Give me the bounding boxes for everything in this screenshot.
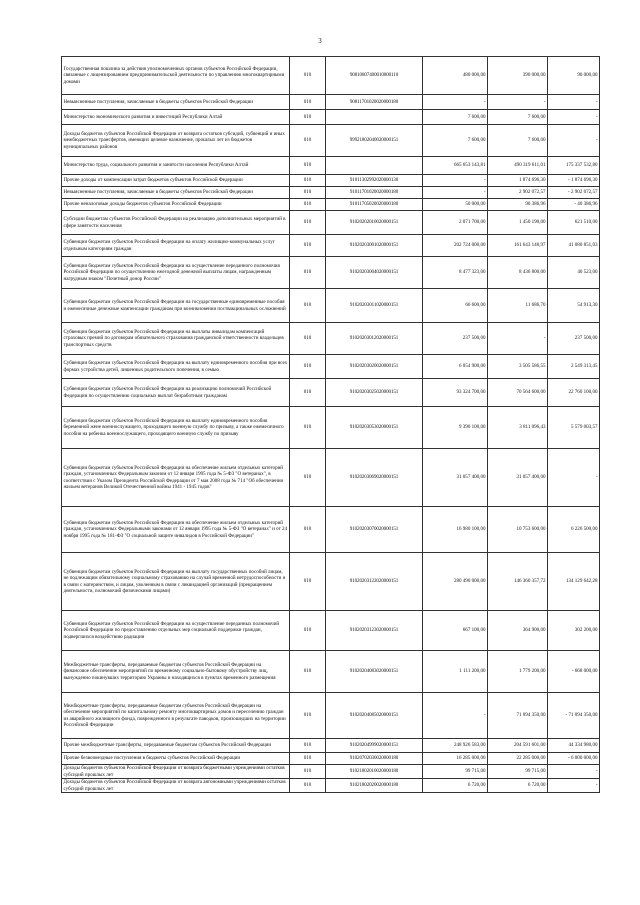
admin-code-cell: 010 <box>290 753 326 765</box>
admin-code-cell: 010 <box>290 95 326 110</box>
deviation-amount-cell: 2 549 313,45 <box>548 355 600 379</box>
revenue-name-cell: Министерство труда, социального развития и занятости населения Республики Алтай <box>62 157 290 175</box>
admin-code-cell: 010 <box>290 611 326 651</box>
table-row <box>62 651 600 693</box>
table-row <box>62 779 600 793</box>
deviation-amount-cell: - 6 000 000,00 <box>548 753 600 765</box>
actual-amount-cell: 2 902 072,57 <box>488 187 548 199</box>
actual-amount-cell: 7 600,00 <box>488 125 548 157</box>
table-row <box>62 507 600 553</box>
classification-code-cell: 91020203011020000151 <box>326 289 423 323</box>
revenue-name-cell: Субвенции бюджетам субъектов Российской Федерации на осуществление переданного полномочия Российской Федерации по осуществлению ежегодной денежной выплаты лицам, награжденным нагрудным знаком "Почетный донор России" <box>62 257 290 289</box>
classification-code-cell: 91020203053020000151 <box>326 407 423 449</box>
deviation-amount-cell: - <box>548 95 600 110</box>
actual-amount-cell: 70 564 600,00 <box>488 379 548 407</box>
revenue-name-cell: Субвенции бюджетам субъектов Российской Федерации на выплату государственных пособий лицам, не подлежащим обязательному социальному страхованию на случай временной нетрудоспособности и в связи с материнством, и лицам, уволенным в связи с ликвидацией организаций (прекращением деятельности, полномочий физическими лицами) <box>62 553 290 611</box>
planned-amount-cell: 66 600,00 <box>423 289 488 323</box>
admin-code-cell: 010 <box>290 407 326 449</box>
deviation-amount-cell: 41 080 851,03 <box>548 235 600 257</box>
table-row <box>62 693 600 739</box>
deviation-amount-cell: 90 000,00 <box>548 57 600 95</box>
actual-amount-cell: 71 094 350,00 <box>488 693 548 739</box>
revenue-name-cell: Прочие неналоговые доходы бюджетов субъектов Российской Федерации <box>62 199 290 211</box>
admin-code-cell: 010 <box>290 507 326 553</box>
actual-amount-cell: 8 436 800,00 <box>488 257 548 289</box>
deviation-amount-cell: - 668 000,00 <box>548 651 600 693</box>
planned-amount-cell: 16 285 000,00 <box>423 753 488 765</box>
admin-code-cell: 010 <box>290 187 326 199</box>
deviation-amount-cell: 5 579 003,57 <box>548 407 600 449</box>
revenue-name-cell: Прочие безвозмездные поступления в бюджеты субъектов Российской Федерации <box>62 753 290 765</box>
table-row <box>62 95 600 110</box>
table-row <box>62 611 600 651</box>
classification-code-cell: 91020203069020000151 <box>326 449 423 507</box>
table-row <box>62 57 600 95</box>
classification-code-cell: 91020702030020000180 <box>326 753 423 765</box>
admin-code-cell: 010 <box>290 765 326 779</box>
admin-code-cell: 010 <box>290 289 326 323</box>
table-row <box>62 379 600 407</box>
classification-code-cell: 90810807400010000110 <box>326 57 423 95</box>
planned-amount-cell: 237 500,00 <box>423 323 488 355</box>
planned-amount-cell: 7 600,00 <box>423 125 488 157</box>
actual-amount-cell: 1 450 190,00 <box>488 211 548 235</box>
actual-amount-cell: 22 285 000,00 <box>488 753 548 765</box>
deviation-amount-cell: 175 337 532,80 <box>548 157 600 175</box>
classification-code-cell: 99921802040020000151 <box>326 125 423 157</box>
actual-amount-cell: 3 811 096,43 <box>488 407 548 449</box>
actual-amount-cell: - <box>488 323 548 355</box>
planned-amount-cell: 50 000,00 <box>423 199 488 211</box>
revenue-name-cell: Невыясненные поступления, зачисляемые в бюджеты субъектов Российской Федерации <box>62 187 290 199</box>
classification-code-cell <box>326 110 423 125</box>
planned-amount-cell: 6 054 900,00 <box>423 355 488 379</box>
table-row <box>62 110 600 125</box>
deviation-amount-cell: 134 129 642,28 <box>548 553 600 611</box>
table-row <box>62 199 600 211</box>
revenue-name-cell: Доходы бюджетов субъектов Российской Федерации от возврата автономными учреждениями остатков субсидий прошлых лет <box>62 779 290 793</box>
planned-amount-cell: 7 600,00 <box>423 110 488 125</box>
classification-code-cell: 91011302992020000130 <box>326 175 423 187</box>
planned-amount-cell: 99 715,00 <box>423 765 488 779</box>
revenue-name-cell: Субвенции бюджетам субъектов Российской Федерации на государственные единовременные пособия и ежемесячные денежные компенсации гражданам при возникновении поствакцинальных осложнений <box>62 289 290 323</box>
planned-amount-cell: - <box>423 693 488 739</box>
planned-amount-cell: 667 100,00 <box>423 611 488 651</box>
actual-amount-cell: 490 319 611,01 <box>488 157 548 175</box>
revenue-name-cell: Субвенции бюджетам субъектов Российской Федерации на осуществление переданных полномочий Российской Федерации по предоставлению отдельных мер социальной поддержки граждан, подвергшихся воздействию радиации <box>62 611 290 651</box>
deviation-amount-cell: - 2 902 072,57 <box>548 187 600 199</box>
admin-code-cell: 010 <box>290 693 326 739</box>
classification-code-cell <box>326 157 423 175</box>
revenue-name-cell: Межбюджетные трансферты, передаваемые бюджетам субъектов Российской Федерации на обеспечение мероприятий по капитальному ремонту многоквартирных домов и переселению граждан из аварийного жилищного фонда, поврежденного в результате паводков, произошедших на территории Российской Федерации <box>62 693 290 739</box>
deviation-amount-cell: - <box>548 449 600 507</box>
planned-amount-cell: 31 057 400,00 <box>423 449 488 507</box>
planned-amount-cell: 93 324 700,00 <box>423 379 488 407</box>
admin-code-cell: 010 <box>290 355 326 379</box>
admin-code-cell: 010 <box>290 379 326 407</box>
table-row <box>62 289 600 323</box>
planned-amount-cell: 9 390 100,00 <box>423 407 488 449</box>
actual-amount-cell: 31 057 400,00 <box>488 449 548 507</box>
classification-code-cell: 91020203020020000151 <box>326 355 423 379</box>
actual-amount-cell: 1 874 696,30 <box>488 175 548 187</box>
planned-amount-cell: 2 071 700,00 <box>423 211 488 235</box>
classification-code-cell: 91021802010020000180 <box>326 765 423 779</box>
table-row <box>62 125 600 157</box>
classification-code-cell: 91020204999020000151 <box>326 739 423 753</box>
actual-amount-cell: 99 715,00 <box>488 765 548 779</box>
revenue-name-cell: Субсидии бюджетам субъектов Российской Федерации на реализацию дополнительных мероприятий в сфере занятости населения <box>62 211 290 235</box>
admin-code-cell: 010 <box>290 323 326 355</box>
revenue-name-cell: Субвенции бюджетам субъектов Российской Федерации на выплату единовременного пособия при всех формах устройства детей, лишенных родительского попечения, в семью <box>62 355 290 379</box>
actual-amount-cell: 6 720,00 <box>488 779 548 793</box>
actual-amount-cell: 90 386,96 <box>488 199 548 211</box>
table-row <box>62 765 600 779</box>
table-row <box>62 235 600 257</box>
admin-code-cell: 010 <box>290 110 326 125</box>
table-row <box>62 355 600 379</box>
classification-code-cell: 91020203001020000151 <box>326 235 423 257</box>
budget-revenue-table <box>61 56 600 793</box>
revenue-name-cell: Прочие доходы от компенсации затрат бюджетов субъектов Российской Федерации <box>62 175 290 187</box>
admin-code-cell: 010 <box>290 257 326 289</box>
planned-amount-cell: 665 653 143,81 <box>423 157 488 175</box>
planned-amount-cell: 16 980 100,00 <box>423 507 488 553</box>
deviation-amount-cell: 44 334 980,00 <box>548 739 600 753</box>
revenue-name-cell: Субвенции бюджетам субъектов Российской Федерации на выплаты инвалидам компенсаций страховых премий по договорам обязательного страхования гражданской ответственности владельцев транспортных средств <box>62 323 290 355</box>
deviation-amount-cell: - <box>548 765 600 779</box>
planned-amount-cell: - <box>423 187 488 199</box>
classification-code-cell: 91020203025020000151 <box>326 379 423 407</box>
deviation-amount-cell: - <box>548 779 600 793</box>
admin-code-cell: 010 <box>290 739 326 753</box>
deviation-amount-cell: 40 523,00 <box>548 257 600 289</box>
admin-code-cell: 010 <box>290 651 326 693</box>
table-row <box>62 553 600 611</box>
actual-amount-cell: 161 643 148,97 <box>488 235 548 257</box>
deviation-amount-cell: - <box>548 125 600 157</box>
actual-amount-cell: 1 779 200,00 <box>488 651 548 693</box>
admin-code-cell: 010 <box>290 779 326 793</box>
actual-amount-cell: 10 753 600,00 <box>488 507 548 553</box>
planned-amount-cell: 1 111 200,00 <box>423 651 488 693</box>
table-row <box>62 407 600 449</box>
classification-code-cell: 91011705020020000180 <box>326 199 423 211</box>
classification-code-cell: 91011701020020000180 <box>326 187 423 199</box>
planned-amount-cell: 480 000,00 <box>423 57 488 95</box>
table-row <box>62 323 600 355</box>
classification-code-cell: 91020204085020000151 <box>326 693 423 739</box>
table-row <box>62 175 600 187</box>
classification-code-cell: 91020202010020000151 <box>326 211 423 235</box>
classification-code-cell: 91020203123020000151 <box>326 611 423 651</box>
admin-code-cell: 010 <box>290 553 326 611</box>
admin-code-cell: 010 <box>290 175 326 187</box>
actual-amount-cell: 204 591 601,00 <box>488 739 548 753</box>
planned-amount-cell: 202 724 000,00 <box>423 235 488 257</box>
planned-amount-cell: - <box>423 175 488 187</box>
revenue-name-cell: Субвенции бюджетам субъектов Российской Федерации на выплату единовременного пособия беременной жене военнослужащего, проходящего военную службу по призыву, а также ежемесячного пособия на ребенка военнослужащего, проходящего военную службу по призыву <box>62 407 290 449</box>
admin-code-cell: 010 <box>290 199 326 211</box>
table-row <box>62 157 600 175</box>
revenue-name-cell: Прочие межбюджетные трансферты, передаваемые бюджетам субъектов Российской Федерации <box>62 739 290 753</box>
admin-code-cell: 010 <box>290 211 326 235</box>
table-row <box>62 257 600 289</box>
actual-amount-cell: 7 600,00 <box>488 110 548 125</box>
admin-code-cell: 010 <box>290 157 326 175</box>
revenue-name-cell: Субвенции бюджетам субъектов Российской Федерации на обеспечение жильем отдельных категорий граждан, установленных Федеральным законом от 12 января 1995 года № 5-ФЗ "О ветеранах", в соответствии с Указом Президента Российской Федерации от 7 мая 2008 года № 714 "Об обеспечении жильем ветеранов Великой Отечественной войны 1941 - 1945 годов" <box>62 449 290 507</box>
admin-code-cell: 010 <box>290 57 326 95</box>
planned-amount-cell: 280 490 000,00 <box>423 553 488 611</box>
actual-amount-cell: 3 505 586,55 <box>488 355 548 379</box>
actual-amount-cell: 390 000,00 <box>488 57 548 95</box>
revenue-name-cell: Невыясненные поступления, зачисляемые в бюджеты субъектов Российской Федерации <box>62 95 290 110</box>
revenue-name-cell: Субвенции бюджетам субъектов Российской Федерации на обеспечение жильем отдельных категорий граждан, установленных Федеральными законами от 12 января 1995 года № 5-ФЗ "О ветеранах" и от 24 ноября 1995 года № 181-ФЗ "О социальной защите инвалидов в Российской Федерации" <box>62 507 290 553</box>
planned-amount-cell: 248 926 583,00 <box>423 739 488 753</box>
deviation-amount-cell: - 1 874 696,30 <box>548 175 600 187</box>
deviation-amount-cell: - 71 094 350,00 <box>548 693 600 739</box>
actual-amount-cell: 146 360 357,72 <box>488 553 548 611</box>
planned-amount-cell: 8 477 323,00 <box>423 257 488 289</box>
classification-code-cell: 91020204083020000151 <box>326 651 423 693</box>
classification-code-cell: 91020203122020000151 <box>326 553 423 611</box>
page-number: 3 <box>318 37 322 45</box>
planned-amount-cell: - <box>423 95 488 110</box>
admin-code-cell: 010 <box>290 449 326 507</box>
classification-code-cell: 91020203012020000151 <box>326 323 423 355</box>
deviation-amount-cell: 6 226 500,00 <box>548 507 600 553</box>
deviation-amount-cell: 302 200,00 <box>548 611 600 651</box>
actual-amount-cell: - <box>488 95 548 110</box>
revenue-name-cell: Министерство экономического развития и инвестиций Республики Алтай <box>62 110 290 125</box>
classification-code-cell: 91021802020020000180 <box>326 779 423 793</box>
revenue-name-cell: Межбюджетные трансферты, передаваемые бюджетам субъектов Российской Федерации на финансовое обеспечение мероприятий по временному социально-бытовому обустройству лиц, вынужденно покинувших территорию Украины и находящихся в пунктах временного размещения <box>62 651 290 693</box>
deviation-amount-cell: 54 913,30 <box>548 289 600 323</box>
actual-amount-cell: 11 686,70 <box>488 289 548 323</box>
revenue-name-cell: Субвенции бюджетам субъектов Российской Федерации на реализацию полномочий Российской Федерации по осуществлению социальных выплат безработным гражданам <box>62 379 290 407</box>
table-row <box>62 449 600 507</box>
table-row <box>62 739 600 753</box>
deviation-amount-cell: - 40 386,96 <box>548 199 600 211</box>
classification-code-cell: 91020203004020000151 <box>326 257 423 289</box>
revenue-name-cell: Доходы бюджетов субъектов Российской Федерации от возврата остатков субсидий, субвенций и иных межбюджетных трансфертов, имеющих целевое назначение, прошлых лет из бюджетов муниципальных районов <box>62 125 290 157</box>
revenue-name-cell: Субвенции бюджетам субъектов Российской Федерации на оплату жилищно-коммунальных услуг отдельным категориям граждан <box>62 235 290 257</box>
table-row <box>62 211 600 235</box>
deviation-amount-cell: - <box>548 110 600 125</box>
table-row <box>62 187 600 199</box>
admin-code-cell: 010 <box>290 235 326 257</box>
deviation-amount-cell: 621 510,00 <box>548 211 600 235</box>
deviation-amount-cell: 237 500,00 <box>548 323 600 355</box>
classification-code-cell: 91020203070020000151 <box>326 507 423 553</box>
classification-code-cell: 90811701020020000180 <box>326 95 423 110</box>
revenue-name-cell: Доходы бюджетов субъектов Российской Федерации от возврата бюджетными учреждениями остатков субсидий прошлых лет <box>62 765 290 779</box>
table-row <box>62 753 600 765</box>
admin-code-cell: 010 <box>290 125 326 157</box>
actual-amount-cell: 364 900,00 <box>488 611 548 651</box>
deviation-amount-cell: 22 760 100,00 <box>548 379 600 407</box>
revenue-name-cell: Государственная пошлина за действия уполномоченных органов субъектов Российской Федерации, связанные с лицензированием предпринимательской деятельности по управлению многоквартирными домами <box>62 57 290 95</box>
planned-amount-cell: 6 720,00 <box>423 779 488 793</box>
